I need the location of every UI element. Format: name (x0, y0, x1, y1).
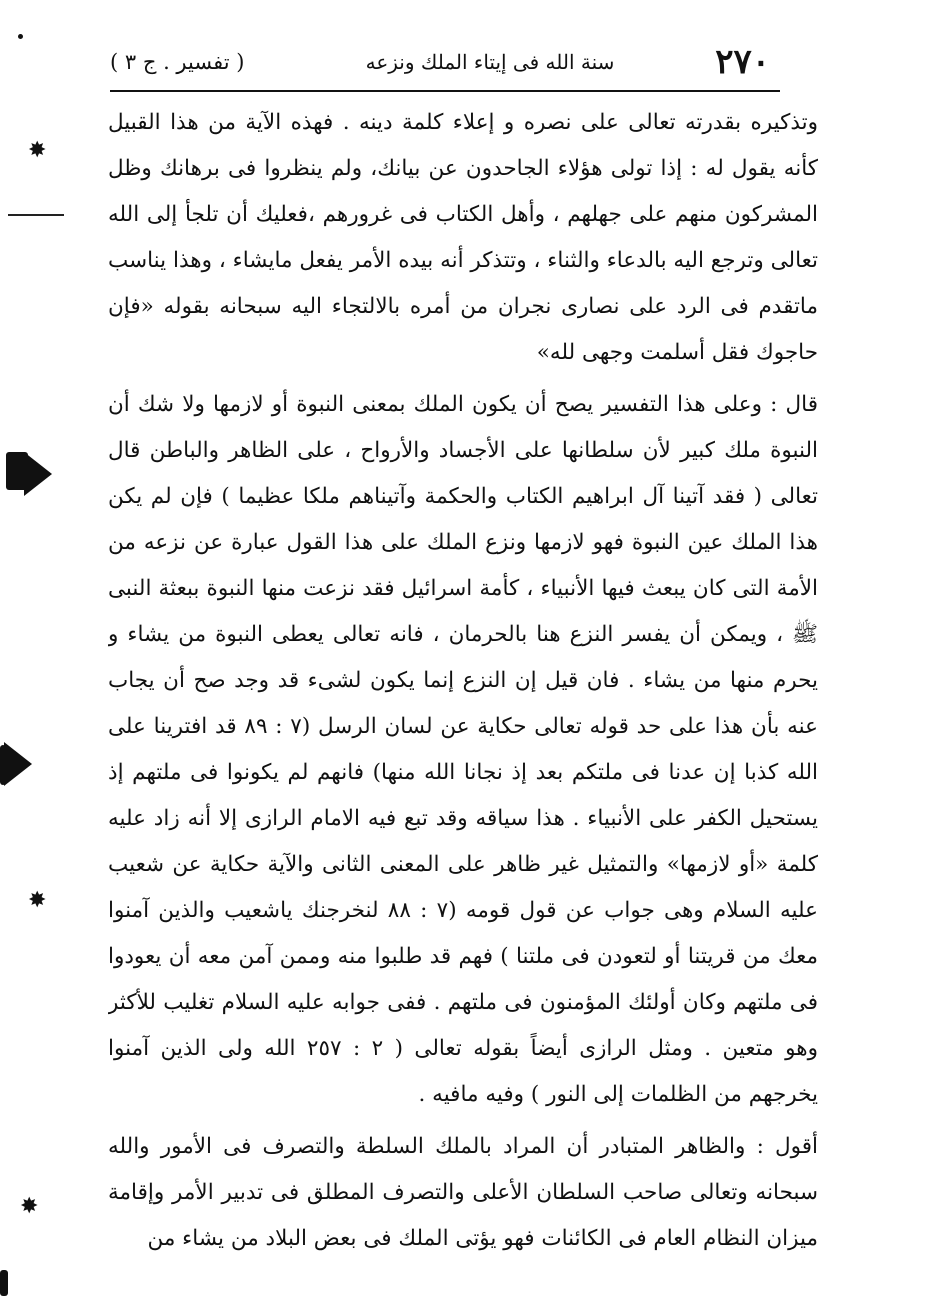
page-number: ٢٧٠ (715, 42, 770, 82)
header-rule (110, 90, 780, 92)
scan-speck (18, 34, 23, 39)
star-icon: ✸ (28, 138, 47, 163)
running-title: سنة الله فى إيتاء الملك ونزعه (365, 50, 615, 74)
paragraph-3: أقول : والظاهر المتبادر أن المراد بالملك السلطة والتصرف فى الأمور والله سبحانه وتعالى صاحب السلطان الأعلى والتصرف المطلق فى تدبير الأمر وإقامة ميزان النظام العام فى الكائنات فهو يؤتى الملك فى بعض البلاد من يشاء من (108, 1134, 818, 1251)
paragraph-1: وتذكيره بقدرته تعالى على نصره و إعلاء كلمة دينه . فهذه الآية من هذا القبيل كأنه يقول له : إذا تولى هؤلاء الجاحدون عن بيانك، ولم ينظروا فى برهانك وظل المشركون منهم على جهلهم ، وأهل الكتاب فى غرورهم ،فعليك أن تلجأ إلى الله تعالى وترجع اليه بالدعاء والثناء ، وتتذكر أنه بيده الأمر يفعل مايشاء ، وهذا يناسب ماتقدم فى الرد على نصارى نجران من أمره بالالتجاء اليه سبحانه بقوله «فإن حاجوك فقل أسلمت وجهى لله» (108, 110, 818, 365)
dash-mark (8, 214, 64, 216)
body-text (108, 100, 818, 1270)
star-icon: ✸ (28, 888, 47, 913)
arrow-marker (24, 452, 52, 496)
arrow-marker (4, 742, 32, 786)
paragraph-2: قال : وعلى هذا التفسير يصح أن يكون الملك بمعنى النبوة أو لازمها ولا شك أن النبوة ملك كبير لأن سلطانها على الأجساد والأرواح ، على الظاهر والباطن قال تعالى ( فقد آتينا آل ابراهيم الكتاب والحكمة وآتيناهم ملكا عظيما ) فإن لم يكن هذا الملك عين النبوة فهو لازمها ونزع الملك على هذا القول عبارة عن نزعه من الأمة التى كان يبعث فيها الأنبياء ، كأمة اسرائيل فقد نزعت منها النبوة ببعثة النبى ﷺ ، ويمكن أن يفسر النزع هنا بالحرمان ، فانه تعالى يعطى النبوة من يشاء و يحرم منها من يشاء . فان قيل إن النزع إنما يكون لشىء قد وجد صح أن يجاب عنه بأن هذا على حد قوله تعالى حكاية عن لسان الرسل (٧ : ٨٩ قد افترينا على الله كذبا إن عدنا فى ملتكم بعد إذ نجانا الله منها) فانهم لم يكونوا فى ملتهم إذ يستحيل الكفر على الأنبياء . هذا سياقه وقد تبع فيه الامام الرازى إلا أنه زاد عليه كلمة «أو لازمها» والتمثيل غير ظاهر على المعنى الثانى والآية حكاية عن شعيب عليه السلام وهى جواب عن قول قومه (٧ : ٨٨ لنخرجنك ياشعيب والذين آمنوا معك من قريتنا أو لتعودن فى ملتنا ) فهم قد طلبوا منه وممن آمن معه أن يعودوا فى ملتهم وكان أولئك المؤمنون فى ملتهم . ففى جوابه عليه السلام تغليب للأكثر وهو متعين . ومثل الرازى أيضاً بقوله تعالى ( ٢ : ٢٥٧ الله ولى الذين آمنوا يخرجهم من الظلمات إلى النور ) وفيه مافيه . (108, 392, 818, 1107)
section-label: ( تفسير . ج ٣ ) (110, 50, 245, 74)
edge-marker (0, 1270, 8, 1296)
star-icon: ✸ (20, 1194, 39, 1219)
